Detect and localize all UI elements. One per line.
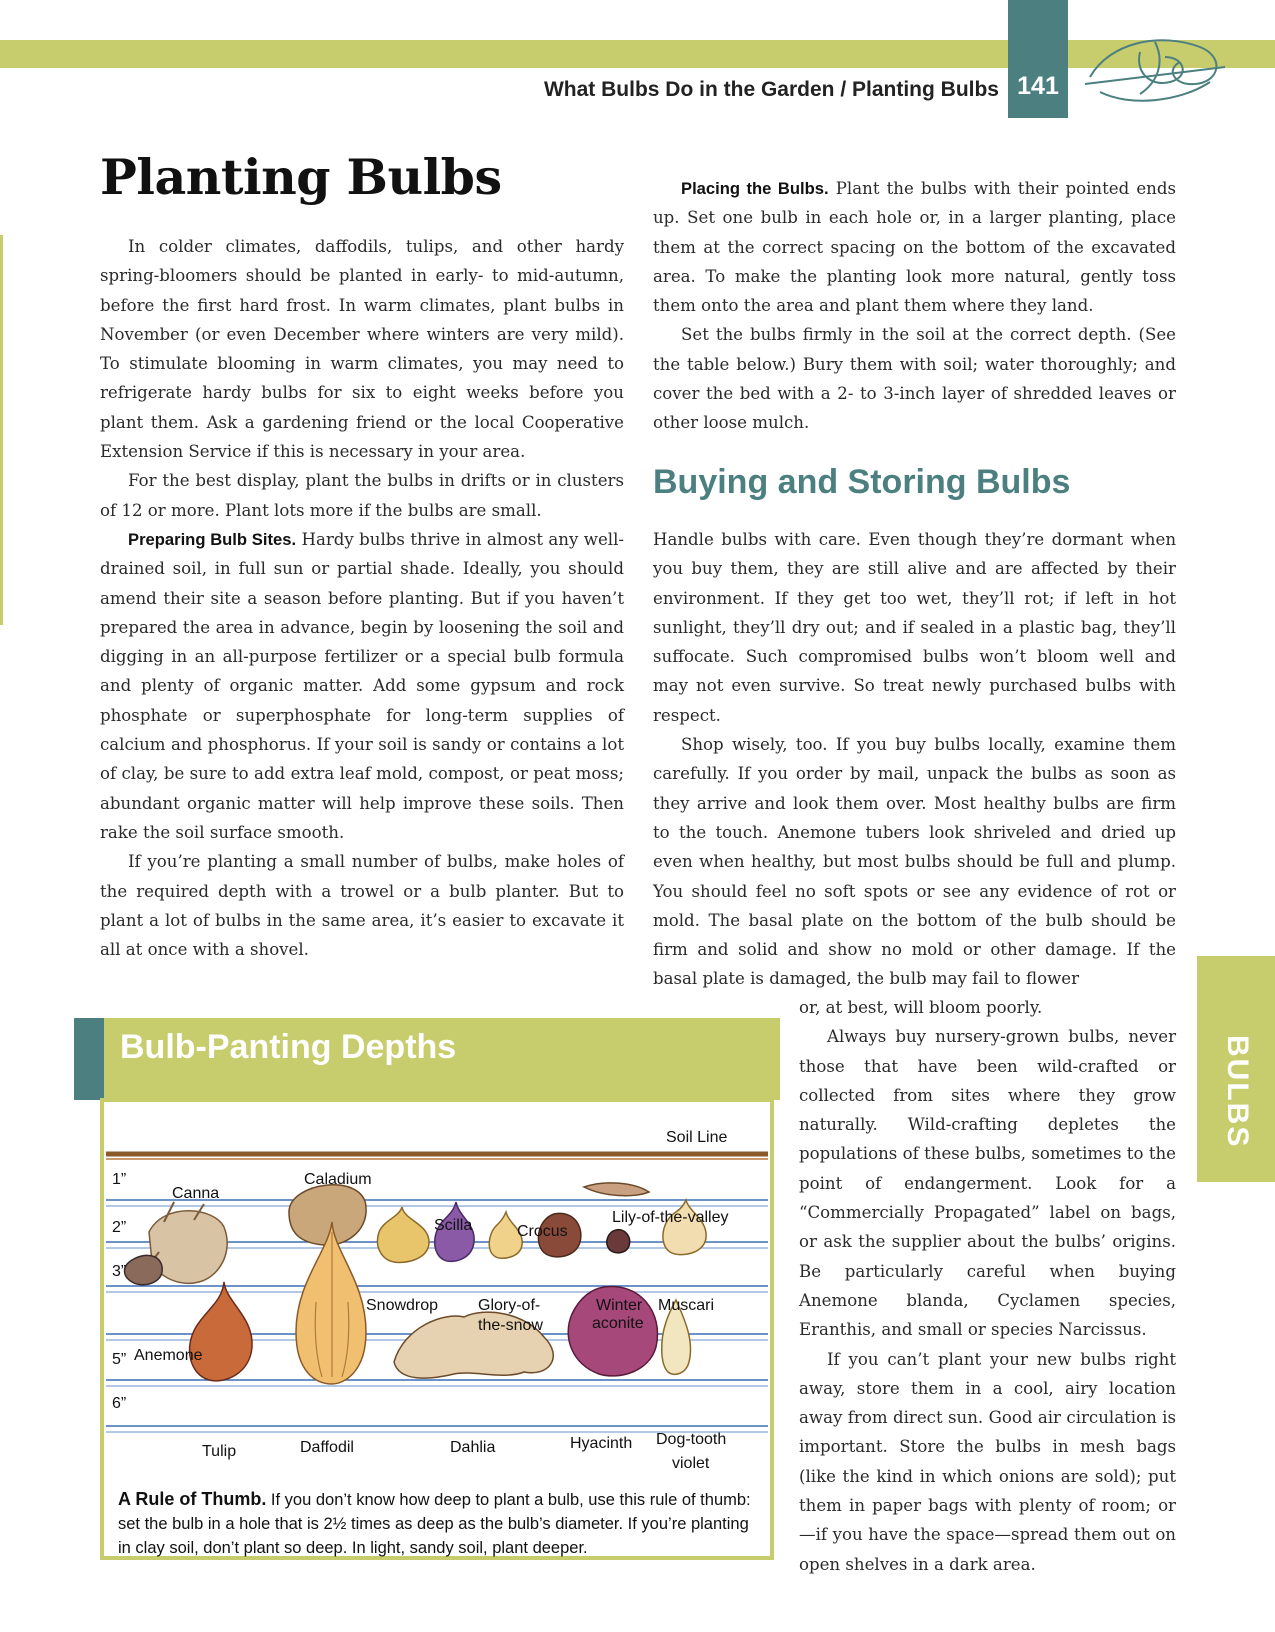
- paragraph: In colder climates, daffodils, tulips, and other hardy spring-bloomers should be planted in early- to mid-autumn, before the first hard frost. In warm climates, plant bulbs in November (or even December where winters are very mild). To stimulate blooming in warm climates, you may need to refrigerate hardy bulbs for six to eight weeks before you plant them. Ask a gardening friend or the local Cooperative Extension Service if this is necessary in your area.: [100, 237, 624, 462]
- bulb-label-winter-aconite: Winter: [596, 1297, 643, 1314]
- column-right-lower: [799, 993, 1176, 1579]
- depth-label: 1”: [112, 1171, 127, 1188]
- paragraph: If you’re planting a small number of bulbs, make holes of the required depth with a trowel or a bulb planter. But to plant a lot of bulbs in the same area, it’s easier to excavate it all at once with a shovel.: [100, 852, 624, 960]
- bulb-label-hyacinth: Hyacinth: [570, 1435, 633, 1452]
- run-in-heading: Placing the Bulbs.: [681, 179, 829, 198]
- paragraph: [100, 525, 624, 847]
- lily-of-the-valley-bulb-icon: [584, 1183, 649, 1196]
- paragraph-text: Hardy bulbs thrive in almost any well-drained soil, in full sun or partial shade. Ideally, you should amend their site a season before planting. But if you haven’t prepared the area in advance, begin by loosening the soil and digging in an all-purpose fertilizer or a special bulb formula and plenty of organic matter. Add some gypsum and rock phosphate or superphosphate for long-term supplies of calcium and phosphorus. If your soil is sandy or contains a lot of clay, be sure to add extra leaf mold, compost, or peat moss; abundant organic matter will help improve these soils. Then rake the soil surface smooth.: [100, 529, 625, 842]
- paragraph: Handle bulbs with care. Even though they’re dormant when you buy them, they are still alive and are affected by their environment. If they get too wet, they’ll rot; if left in hot sunlight, they’ll dry out; and if sealed in a plastic bag, they’ll suffocate. Such compromised bulbs won’t bloom well and may not even survive. So treat newly purchased bulbs with respect.: [653, 530, 1176, 725]
- paragraph: Set the bulbs firmly in the soil at the correct depth. (See the table below.) Bury them with soil; water thoroughly; and cover the bed with a 2- to 3-inch layer of shredded leaves or other loose mulch.: [653, 325, 1176, 433]
- tulip-bulb-icon: [190, 1282, 253, 1381]
- paragraph: Always buy nursery-grown bulbs, never those that have been wild-crafted or collected from sites where they grow naturally. Wild-crafting depletes the populations of these bulbs, sometimes to the point of endangerment. Look for a “Commercially Propagated” label on bags, or ask the supplier about the bulbs’ origins. Be particularly careful when buying Anemone blanda, Cyclamen species, Eranthis, and small or species Narcissus.: [799, 1027, 1176, 1340]
- anemone-bulb-icon: [125, 1255, 163, 1284]
- depth-label: 3”: [112, 1263, 127, 1280]
- paragraph: Shop wisely, too. If you buy bulbs locally, examine them carefully. If you order by mail, unpack the bulbs as soon as they arrive and look them over. Most healthy bulbs are firm to the touch. Anemone tubers look shriveled and dried up even when healthy, but most bulbs should be full and plump. You should feel no soft spots or see any evidence of rot or mold. The basal plate on the bottom of the bulb should be firm and solid and show no mold or other damage. If the basal plate is damaged, the bulb may fail to flower: [653, 735, 1176, 989]
- paragraph: For the best display, plant the bulbs in drifts or in clusters of 12 or more. Plant lots more if the bulbs are small.: [100, 471, 624, 520]
- bulb-label-glory-of-the-snow: the-snow: [478, 1317, 543, 1334]
- snowdrop-bulb-icon: [377, 1207, 429, 1262]
- bulb-label-dog-tooth-violet: Dog-tooth: [656, 1431, 727, 1448]
- bulb-label-scilla: Scilla: [434, 1217, 473, 1234]
- running-head: What Bulbs Do in the Garden / Planting Bulbs: [543, 78, 999, 101]
- bulb-label-lily-of-the-valley: Lily-of-the-valley: [612, 1209, 729, 1226]
- sidebar-caption: [118, 1487, 760, 1560]
- run-in-heading: Preparing Bulb Sites.: [128, 529, 297, 549]
- paragraph: [653, 174, 1176, 320]
- bulb-label-crocus: Crocus: [517, 1223, 568, 1240]
- bulb-label-canna: Canna: [172, 1185, 220, 1202]
- column-right: [653, 174, 1176, 438]
- depth-label: 6”: [112, 1395, 127, 1412]
- planting-depth-diagram: [104, 1102, 770, 1480]
- bulb-label-caladium: Caladium: [304, 1171, 372, 1188]
- bulb-label-winter-aconite: aconite: [592, 1315, 644, 1332]
- bulb-label-snowdrop: Snowdrop: [366, 1297, 439, 1314]
- caption-text: If you don’t know how deep to plant a bulb, use this rule of thumb: set the bulb in a hole that is 2½ times as deep as the bulb’s diameter. If you’re planting in clay soil, don’t plant so deep. In light, sandy soil, plant deeper.: [118, 1491, 751, 1557]
- depth-label: 2”: [112, 1219, 127, 1236]
- column-right-continued: [653, 525, 1176, 994]
- soil-line-label: Soil Line: [666, 1129, 728, 1146]
- caption-heading: A Rule of Thumb.: [118, 1489, 267, 1509]
- bulb-label-daffodil: Daffodil: [300, 1439, 354, 1456]
- winter-aconite-bulb-icon: [607, 1230, 630, 1253]
- daffodil-bulb-icon: [296, 1222, 366, 1384]
- page-title: Planting Bulbs: [100, 148, 502, 206]
- column-left: [100, 232, 624, 964]
- paragraph-text: Plant the bulbs with their pointed ends up. Set one bulb in each hole or, in a larger planting, place them at the correct spacing on the bottom of the excavated area. To make the planting look more natural, gently toss them onto the area and plant them where they land.: [653, 179, 1176, 316]
- sidebar-title-accent: [74, 1018, 104, 1100]
- page-number: 141: [1017, 72, 1059, 100]
- depth-label: 5”: [112, 1351, 127, 1368]
- bulb-label-anemone: Anemone: [134, 1347, 203, 1364]
- paragraph: If you can’t plant your new bulbs right away, store them in a cool, airy location away from direct sun. Good air circulation is important. Store the bulbs in mesh bags (like the kind in which onions are sold); put them in paper bags with plenty of room; or—if you have the space—spread them out on open shelves in a dark area.: [799, 1349, 1176, 1574]
- section-side-tab: [1197, 956, 1275, 1182]
- paragraph: or, at best, will bloom poorly.: [799, 998, 1043, 1017]
- sidebar-title: Bulb-Panting Depths: [120, 1028, 457, 1066]
- flourish-ornament-icon: [1080, 22, 1230, 112]
- section-side-tab-label: BULBS: [1221, 1035, 1254, 1149]
- bulb-label-muscari: Muscari: [658, 1297, 715, 1314]
- bulb-label-glory-of-the-snow: Glory-of-: [478, 1297, 541, 1314]
- bulb-label-dog-tooth-violet: violet: [672, 1455, 710, 1472]
- bulb-label-tulip: Tulip: [202, 1443, 237, 1460]
- margin-strip: [0, 235, 3, 625]
- section-heading: Buying and Storing Bulbs: [653, 463, 1071, 501]
- bulb-label-dahlia: Dahlia: [450, 1439, 496, 1456]
